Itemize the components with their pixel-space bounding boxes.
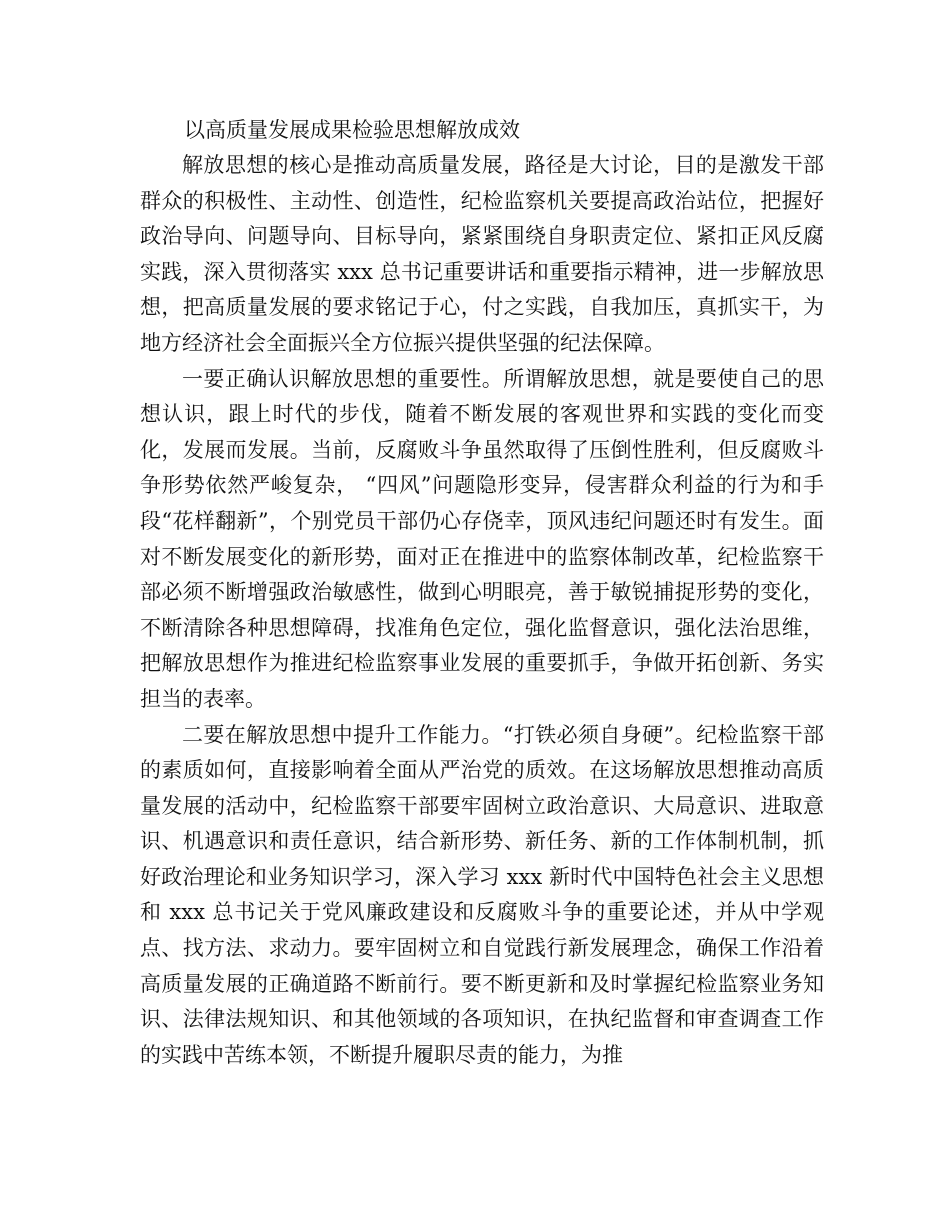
- paragraph-point-two: 二要在解放思想中提升工作能力。“打铁必须自身硬”。纪检监察干部的素质如何，直接影响着全面从严治党的质效。在这场解放思想推动高质量发展的活动中，纪检监察干部要牢固树立政治意识、大局意识、进取意识、机遇意识和责任意识，结合新形势、新任务、新的工作体制机制，抓好政治理论和业务知识学习，深入学习 xxx 新时代中国特色社会主义思想和 xxx 总书记关于党风廉政建设和反腐败斗争的重要论述，并从中学观点、找方法、求动力。要牢固树立和自觉践行新发展理念，确保工作沿着高质量发展的正确道路不断前行。要不断更新和及时掌握纪检监察业务知识、法律法规知识、和其他领域的各项知识，在执纪监督和审查调查工作的实践中苦练本领，不断提升履职尽责的能力，为推: [140, 722, 824, 1067]
- document-title: 以高质量发展成果检验思想解放成效: [184, 118, 520, 142]
- paragraph-intro: 解放思想的核心是推动高质量发展，路径是大讨论，目的是激发干部群众的积极性、主动性、创造性，纪检监察机关要提高政治站位，把握好政治导向、问题导向、目标导向，紧紧围绕自身职责定位、紧扣正风反腐实践，深入贯彻落实 xxx 总书记重要讲话和重要指示精神，进一步解放思想，把高质量发展的要求铭记于心，付之实践，自我加压，真抓实干，为地方经济社会全面振兴全方位振兴提供坚强的纪法保障。: [140, 153, 824, 355]
- paragraph-point-one: 一要正确认识解放思想的重要性。所谓解放思想，就是要使自己的思想认识，跟上时代的步伐，随着不断发展的客观世界和实践的变化而变化，发展而发展。当前，反腐败斗争虽然取得了压倒性胜利，但反腐败斗争形势依然严峻复杂， “四风”问题隐形变异，侵害群众利益的行为和手段“花样翻新”，个别党员干部仍心存侥幸，顶风违纪问题还时有发生。面对不断发展变化的新形势，面对正在推进中的监察体制改革，纪检监察干部必须不断增强政治敏感性，做到心明眼亮，善于敏锐捕捉形势的变化，不断清除各种思想障碍，找准角色定位，强化监督意识，强化法治思维，把解放思想作为推进纪检监察事业发展的重要抓手，争做开拓创新、务实担当的表率。: [140, 366, 824, 711]
- document-body: [140, 112, 824, 1073]
